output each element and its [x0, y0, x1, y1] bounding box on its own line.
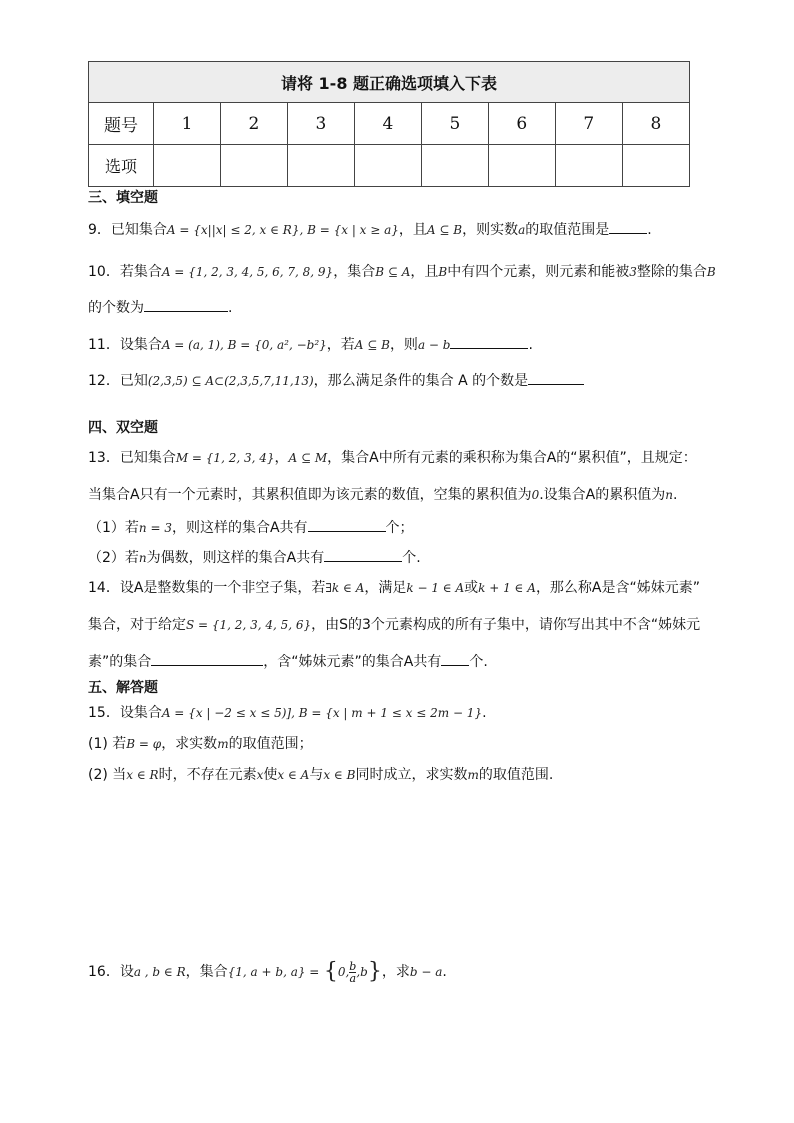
question-number-cell: 7 — [555, 103, 622, 145]
answer-option-cell[interactable] — [287, 145, 354, 187]
question-13: 13．已知集合M = {1, 2, 3, 4}，A ⊆ M，集合A中所有元素的乘积称为集合A的“累积值”，且规定： — [88, 450, 697, 466]
question-13-cont: 当集合A只有一个元素时，其累积值即为该元素的数值，空集的累积值为0.设集合A的累积值为n. — [88, 487, 678, 503]
question-15: 15．设集合A = {x | −2 ≤ x ≤ 5)], B = {x | m + 1 ≤ x ≤ 2m − 1}. — [88, 705, 487, 721]
answer-blank[interactable] — [441, 651, 469, 666]
answer-blank[interactable] — [308, 517, 386, 532]
question-number-cell: 4 — [354, 103, 421, 145]
fraction-b-over-a: $\frac{b}{a}$ — [349, 959, 357, 985]
answer-blank[interactable] — [144, 297, 228, 312]
question-number-row — [89, 103, 690, 145]
question-9: 9．已知集合A = {x||x| ≤ 2, x ∈ R}, B = {x | x ≥ a}，且A ⊆ B，则实数a的取值范围是 . — [88, 219, 652, 240]
question-14-cont: 集合，对于给定S = {1, 2, 3, 4, 5, 6}，由S的3个元素构成的所有子集中，请你写出其中不含“姊妹元 — [88, 617, 701, 633]
question-10: 10．若集合A = {1, 2, 3, 4, 5, 6, 7, 8, 9}，集合B ⊆ A，且B中有四个元素，则元素和能被3整除的集合B — [88, 264, 716, 280]
answer-blank[interactable] — [151, 651, 263, 666]
answer-option-cell[interactable] — [555, 145, 622, 187]
question-13-part-1: （1）若n = 3，则这样的集合A共有 个； — [88, 517, 414, 538]
answer-table-title: 请将 1-8 题正确选项填入下表 — [89, 62, 690, 103]
answer-option-cell[interactable] — [154, 145, 221, 187]
section-answer-heading: 五、解答题 — [88, 680, 158, 696]
answer-table — [88, 61, 690, 187]
section-fill-in-heading: 三、填空题 — [88, 190, 158, 206]
answer-option-cell[interactable] — [354, 145, 421, 187]
question-number-cell: 6 — [488, 103, 555, 145]
question-10-cont: 的个数为 . — [88, 297, 232, 318]
question-14: 14．设A是整数集的一个非空子集，若∃k ∈ A，满足k − 1 ∈ A或k + 1 ∈ A，那么称A是含“姊妹元素” — [88, 580, 701, 596]
question-15-part-2: (2) 当x ∈ R时，不存在元素x使x ∈ A与x ∈ B同时成立，求实数m的取值范围. — [88, 767, 554, 783]
question-number-cell: 3 — [287, 103, 354, 145]
question-number-cell: 2 — [220, 103, 287, 145]
question-11: 11．设集合A = (a, 1), B = {0, a², −b²}，若A ⊆ B，则a − b . — [88, 334, 533, 355]
question-13-part-2: （2）若n为偶数，则这样的集合A共有 个. — [88, 547, 421, 568]
question-number-cell: 1 — [154, 103, 221, 145]
answer-blank[interactable] — [609, 219, 647, 234]
question-number-cell: 8 — [622, 103, 689, 145]
question-number-cell: 5 — [421, 103, 488, 145]
answer-blank[interactable] — [528, 370, 584, 385]
answer-option-row — [89, 145, 690, 187]
answer-blank[interactable] — [324, 547, 402, 562]
question-14-cont-2: 素”的集合 ，含“姊妹元素”的集合A共有 个. — [88, 651, 488, 672]
question-number-label: 题号 — [89, 103, 154, 145]
answer-option-cell[interactable] — [488, 145, 555, 187]
answer-option-cell[interactable] — [622, 145, 689, 187]
answer-option-cell[interactable] — [421, 145, 488, 187]
answer-blank[interactable] — [450, 334, 528, 349]
question-16: 16．设a , b ∈ R，集合{1, a + b, a} = {0, $\frac{b}{a}$ ,b}，求b − a. — [88, 959, 447, 985]
answer-option-cell[interactable] — [220, 145, 287, 187]
question-15-part-1: (1) 若B = φ，求实数m的取值范围； — [88, 736, 313, 752]
question-12: 12．已知(2,3,5) ⊆ A⊂(2,3,5,7,11,13)，那么满足条件的集合 A 的个数是 — [88, 370, 584, 391]
section-double-blank-heading: 四、双空题 — [88, 420, 158, 436]
answer-option-label: 选项 — [89, 145, 154, 187]
